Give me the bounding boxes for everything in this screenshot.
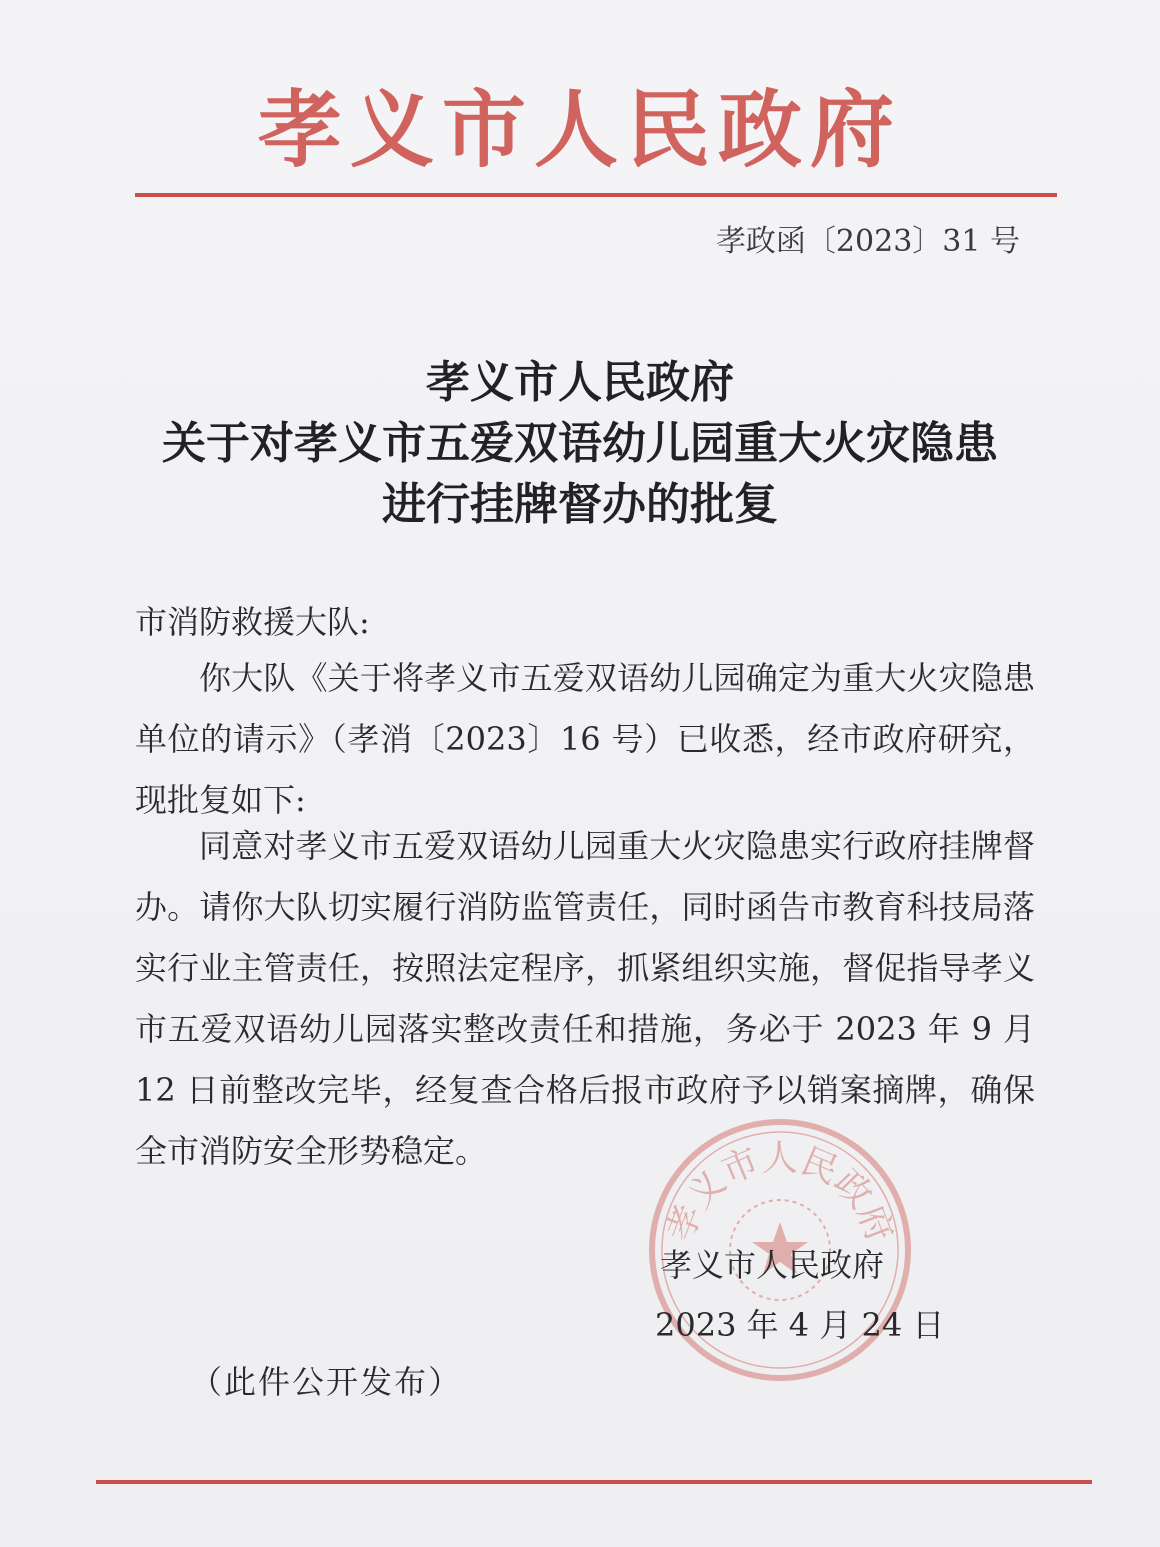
title-line-2: 关于对孝义市五爱双语幼儿园重大火灾隐患 bbox=[162, 418, 998, 469]
recipient: 市消防救援大队: bbox=[135, 603, 370, 641]
footer-red-rule bbox=[96, 1480, 1092, 1484]
issuing-authority-header: 孝义市人民政府 bbox=[257, 80, 902, 179]
signing-date: 2023 年 4 月 24 日 bbox=[655, 1306, 945, 1344]
header-red-rule bbox=[135, 193, 1057, 197]
document-title bbox=[0, 352, 1160, 535]
body-paragraph-1: 你大队《关于将孝义市五爱双语幼儿园确定为重大火灾隐患单位的请示》（孝消〔2023〕16 号）已收悉，经市政府研究，现批复如下: bbox=[135, 659, 1035, 819]
body-paragraph-2: 同意对孝义市五爱双语幼儿园重大火灾隐患实行政府挂牌督办。请你大队切实履行消防监管责任，同时函告市教育科技局落实行业主管责任，按照法定程序，抓紧组织实施，督促指导孝义市五爱双语幼儿园落实整改责任和措施，务必于 2023 年 9 月 12 日前整改完毕，经复查合格后报市政府予以销案摘牌，确保全市消防安全形势稳定。 bbox=[135, 827, 1035, 1170]
title-line-3: 进行挂牌督办的批复 bbox=[382, 479, 778, 530]
title-line-1: 孝义市人民政府 bbox=[426, 357, 734, 408]
seal-text: 孝义市人民政府 bbox=[659, 1138, 901, 1248]
signing-authority: 孝义市人民政府 bbox=[660, 1246, 885, 1284]
document-number: 孝政函〔2023〕31 号 bbox=[715, 224, 1020, 259]
publication-note: （此件公开发布） bbox=[190, 1363, 463, 1401]
